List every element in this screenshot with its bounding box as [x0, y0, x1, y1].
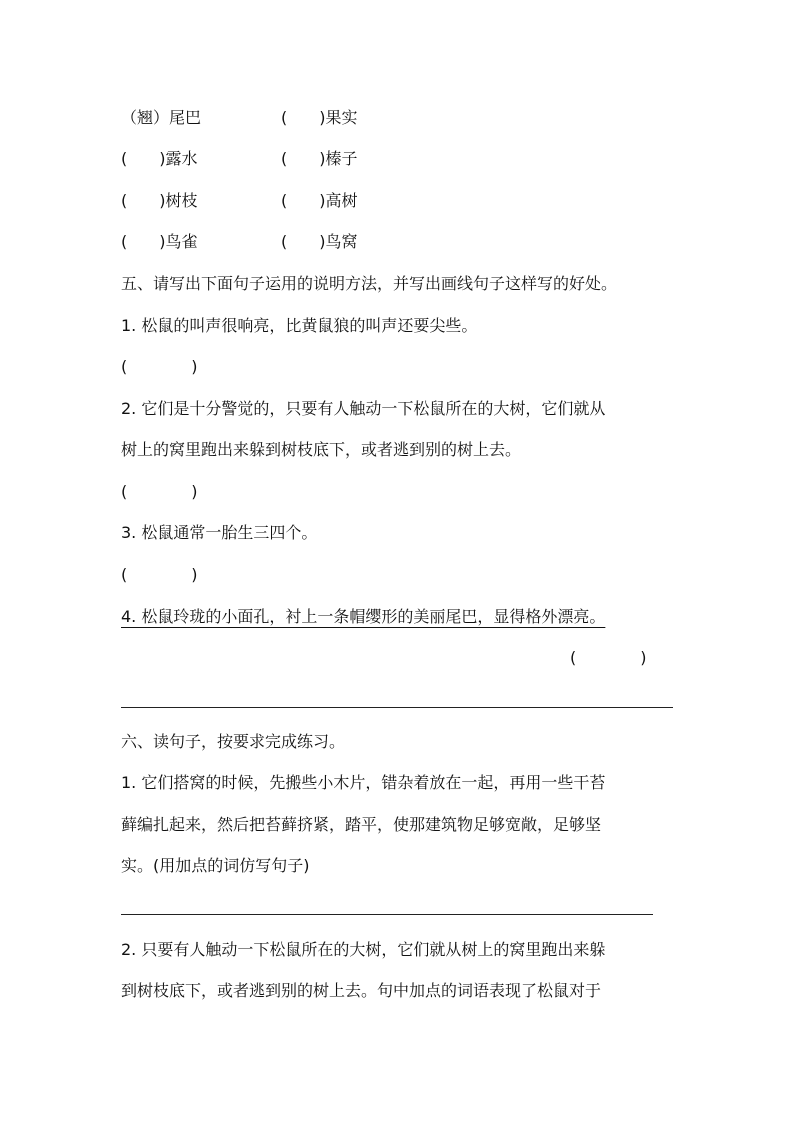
s6-question-1-line-1: 1. 它们搭窝的时候，先搬些小木片，错杂着放在一起，再用一些干苔 [121, 773, 606, 792]
pair-4-right: ( )鸟窝 [281, 232, 358, 251]
pair-3-right: ( )高树 [281, 191, 358, 210]
pair-1-right: ( )果实 [281, 108, 358, 127]
s5-answer-blank-1[interactable]: ( ) [121, 357, 198, 376]
s5-answer-blank-3[interactable]: ( ) [121, 565, 198, 584]
s5-answer-blank-2[interactable]: ( ) [121, 482, 198, 501]
pair-3-left: ( )树枝 [121, 191, 198, 210]
s6-question-2-line-2: 到树枝底下，或者逃到别的树上去。句中加点的词语表现了松鼠对于 [121, 981, 602, 1000]
section-5-title: 五、请写出下面句子运用的说明方法，并写出画线句子这样写的好处。 [121, 274, 618, 293]
s6-question-1-line-3: 实。(用加点的词仿写句子) [121, 856, 310, 875]
s5-question-3: 3. 松鼠通常一胎生三四个。 [121, 523, 318, 542]
pair-1-left: （翘）尾巴 [121, 108, 202, 127]
s5-question-2-line-1: 2. 它们是十分警觉的，只要有人触动一下松鼠所在的大树，它们就从 [121, 399, 606, 418]
s5-question-4-underlined: 4. 松鼠玲珑的小面孔，衬上一条帽缨形的美丽尾巴，显得格外漂亮。 [121, 607, 606, 626]
s6-question-1-line-2: 藓编扎起来，然后把苔藓挤紧，踏平，使那建筑物足够宽敞，足够坚 [121, 815, 602, 834]
pair-2-right: ( )榛子 [281, 149, 358, 168]
s5-answer-blank-4[interactable]: ( ) [570, 648, 647, 667]
answer-line-1[interactable] [121, 707, 673, 708]
pair-2-left: ( )露水 [121, 149, 198, 168]
s6-question-2-line-1: 2. 只要有人触动一下松鼠所在的大树，它们就从树上的窝里跑出来躲 [121, 940, 606, 959]
pair-4-left: ( )鸟雀 [121, 232, 198, 251]
section-6-title: 六、读句子，按要求完成练习。 [121, 732, 346, 751]
answer-line-2[interactable] [121, 914, 653, 915]
s5-question-2-line-2: 树上的窝里跑出来躲到树枝底下，或者逃到别的树上去。 [121, 440, 522, 459]
s5-question-1: 1. 松鼠的叫声很响亮，比黄鼠狼的叫声还要尖些。 [121, 316, 478, 335]
